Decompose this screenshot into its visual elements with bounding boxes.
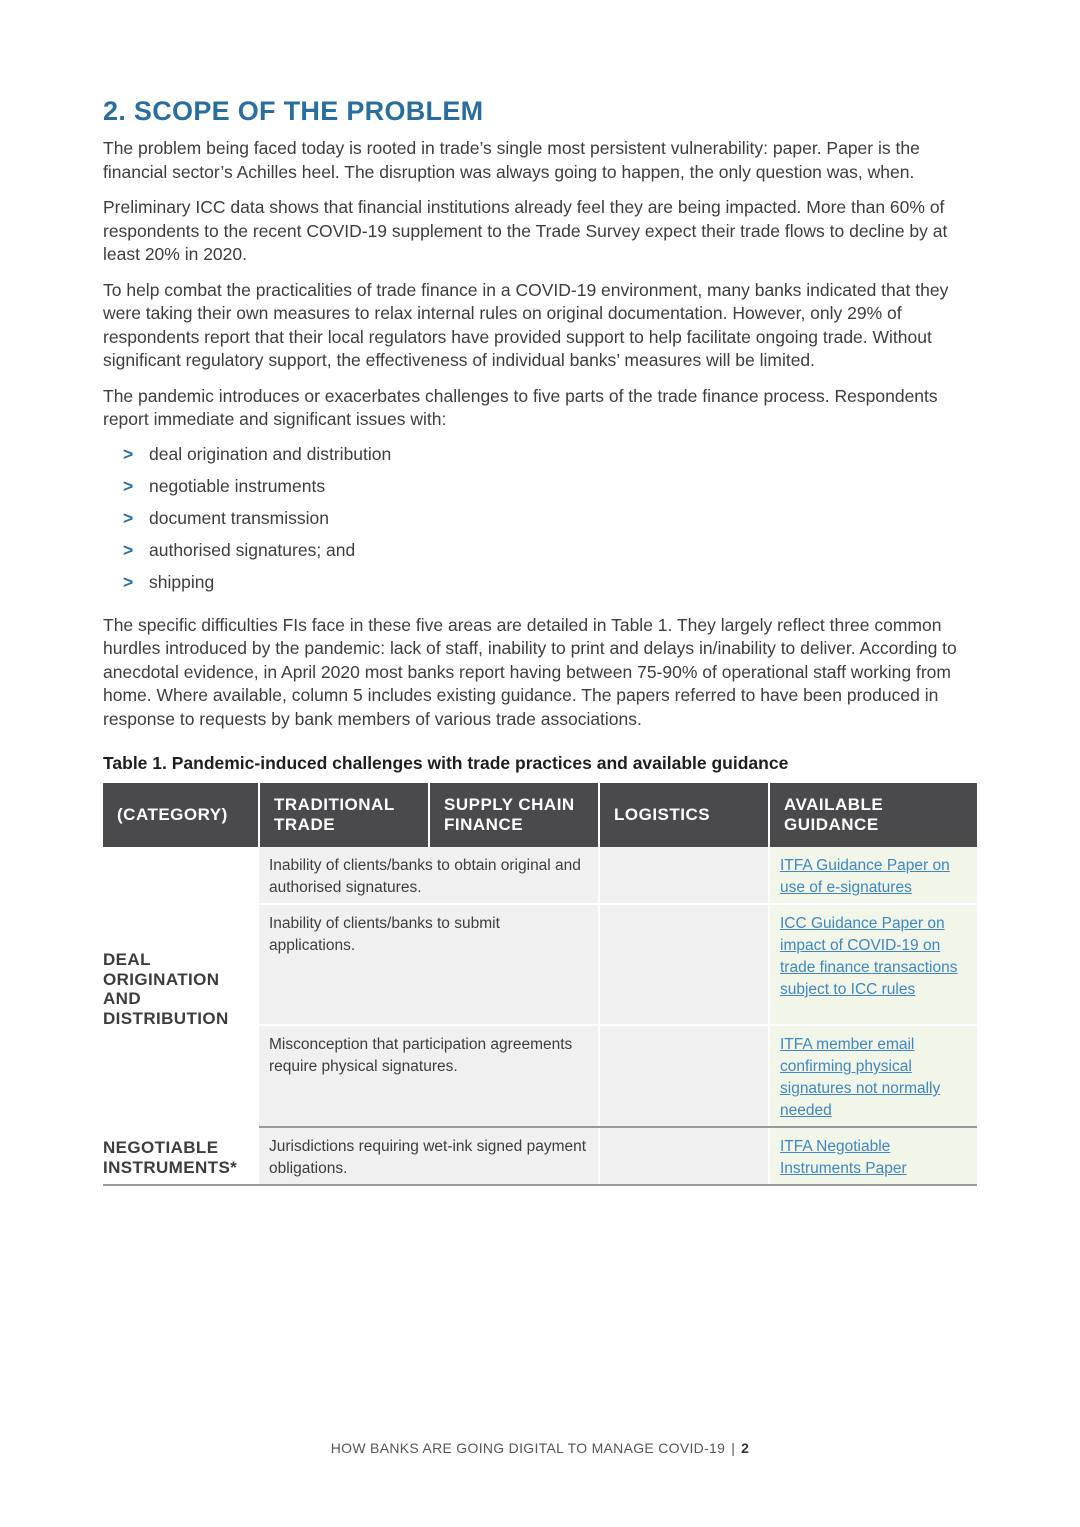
list-item-label: authorised signatures; and	[149, 539, 356, 560]
logistics-cell	[599, 904, 769, 1025]
list-item-label: deal origination and distribution	[149, 443, 392, 464]
header-logistics: LOGISTICS	[599, 783, 769, 847]
chevron-right-icon: >	[123, 507, 134, 528]
guidance-cell	[769, 1025, 977, 1127]
challenge-cell: Inability of clients/banks to submit applications.	[259, 904, 599, 1025]
logistics-cell	[599, 847, 769, 904]
footer-separator: |	[731, 1440, 736, 1456]
chevron-right-icon: >	[123, 475, 134, 496]
chevron-right-icon: >	[123, 539, 134, 560]
logistics-cell	[599, 1127, 769, 1185]
table-row	[103, 847, 977, 904]
header-traditional-trade: TRADITIONAL TRADE	[259, 783, 429, 847]
issues-list	[103, 444, 977, 604]
paragraph-5: The specific difficulties FIs face in these five areas are detailed in Table 1. They largely reflect three common hurdles introduced by the pandemic: lack of staff, inability to print and delays in/inability to deliver. According to anecdotal evidence, in April 2020 most banks report having between 75-90% of operational staff working from home. Where available, column 5 includes existing guidance. The papers referred to have been produced in response to requests by bank members of various trade associations.	[103, 614, 957, 729]
footer-title: HOW BANKS ARE GOING DIGITAL TO MANAGE COVID-19	[330, 1440, 726, 1456]
list-item	[103, 476, 977, 508]
guidance-link-itfa-negotiable[interactable]: ITFA Negotiable Instruments Paper	[780, 1138, 907, 1177]
guidance-link-itfa-member-email[interactable]: ITFA member email confirming physical signatures not normally needed	[780, 1036, 941, 1119]
logistics-cell	[599, 1025, 769, 1127]
paragraph-2: Preliminary ICC data shows that financial institutions already feel they are being impacted. More than 60% of respondents to the recent COVID-19 supplement to the Trade Survey expect their trade flows to decline by at least 20% in 2020.	[103, 197, 948, 264]
list-item-label: shipping	[149, 571, 215, 592]
list-item-label: document transmission	[149, 507, 329, 528]
paragraph-3: To help combat the practicalities of trade finance in a COVID-19 environment, many banks indicated that they were taking their own measures to relax internal rules on original documentation. However, only 29% of respondents report that their local regulators have provided support to help facilitate ongoing trade. Without significant regulatory support, the effectiveness of individual banks’ measures will be limited.	[103, 279, 949, 370]
section-heading: 2. SCOPE OF THE PROBLEM	[103, 96, 484, 126]
challenge-cell: Misconception that participation agreements require physical signatures.	[259, 1025, 599, 1127]
list-item	[103, 572, 977, 604]
challenge-cell: Jurisdictions requiring wet-ink signed payment obligations.	[259, 1127, 599, 1185]
list-item	[103, 508, 977, 540]
chevron-right-icon: >	[123, 571, 134, 592]
list-item	[103, 540, 977, 572]
page-number: 2	[741, 1440, 750, 1456]
paragraph-4: The pandemic introduces or exacerbates challenges to five parts of the trade finance process. Respondents report immediate and significant issues with:	[103, 385, 938, 429]
list-item-label: negotiable instruments	[149, 475, 326, 496]
category-negotiable-instruments: NEGOTIABLE INSTRUMENTS*	[103, 1127, 259, 1185]
header-category: (CATEGORY)	[103, 783, 259, 847]
header-supply-chain-finance: SUPPLY CHAIN FINANCE	[429, 783, 599, 847]
table-header-row	[103, 783, 977, 847]
guidance-cell	[769, 847, 977, 904]
guidance-link-itfa-esignatures[interactable]: ITFA Guidance Paper on use of e-signatures	[780, 857, 950, 896]
chevron-right-icon: >	[123, 443, 134, 464]
guidance-cell	[769, 1127, 977, 1185]
table-caption: Table 1. Pandemic-induced challenges with trade practices and available guidance	[103, 753, 789, 773]
guidance-link-icc-covid19[interactable]: ICC Guidance Paper on impact of COVID-19 on trade finance transactions subject to ICC rules	[780, 915, 958, 998]
list-item	[103, 444, 977, 476]
guidance-table	[103, 783, 977, 1186]
header-available-guidance: AVAILABLE GUIDANCE	[769, 783, 977, 847]
guidance-cell	[769, 904, 977, 1025]
paragraph-1: The problem being faced today is rooted in trade’s single most persistent vulnerability: paper. Paper is the financial sector’s Achilles heel. The disruption was always going to happen, the only question was, when.	[103, 138, 920, 182]
document-page	[103, 96, 977, 1186]
category-deal-origination: DEAL ORIGINATION AND DISTRIBUTION	[103, 847, 259, 1127]
table-row	[103, 1127, 977, 1185]
page-footer	[0, 1440, 1080, 1456]
challenge-cell: Inability of clients/banks to obtain original and authorised signatures.	[259, 847, 599, 904]
